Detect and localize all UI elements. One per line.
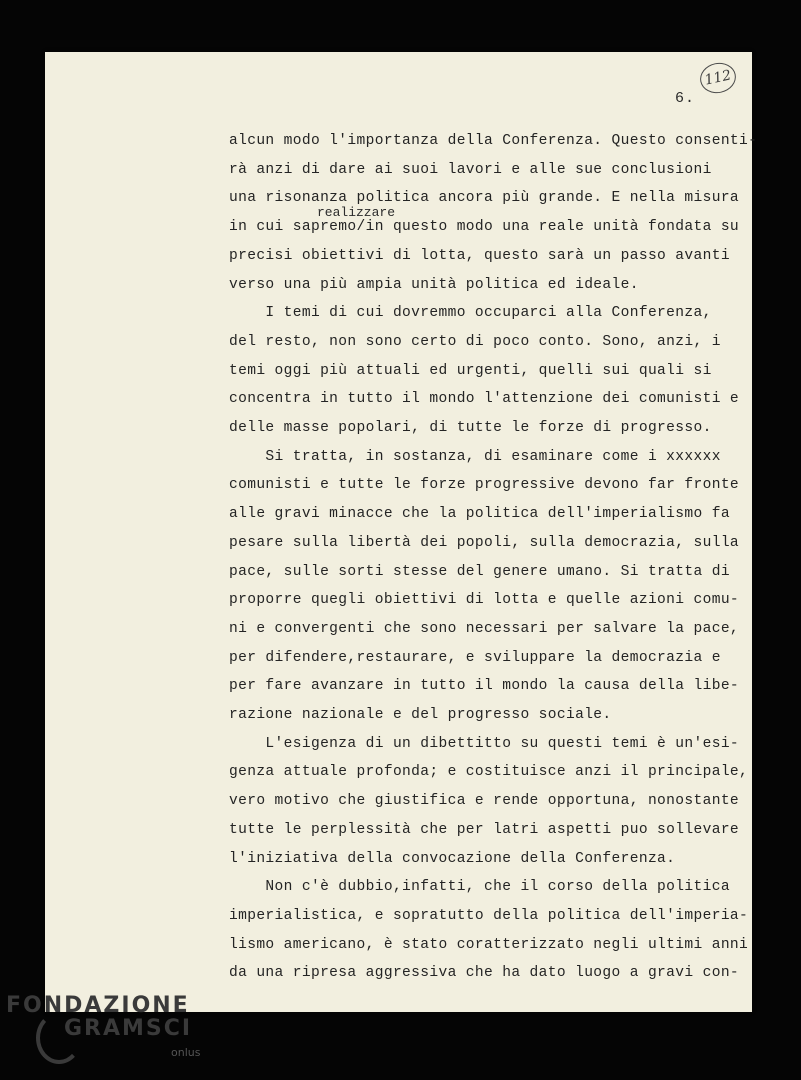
text-line: lismo americano, è stato coratterizzato negli ultimi anni — [229, 936, 749, 953]
text-line: imperialistica, e sopratutto della politica dell'imperia- — [229, 907, 749, 924]
text-line: una risonanza politica ancora più grande. E nella misura — [229, 190, 740, 207]
logo-line1: FONDAZIONE — [6, 993, 190, 1018]
text-line: temi oggi più attuali ed urgenti, quelli sui quali si — [229, 362, 712, 379]
handwritten-insertion: realizzare — [317, 205, 396, 220]
archive-stamp: 112 — [697, 60, 738, 97]
text-line: del resto, non sono certo di poco conto. Sono, anzi, i — [229, 333, 721, 350]
text-line: Si tratta, in sostanza, di esaminare come i xxxxxx — [229, 448, 721, 465]
logo-line2: GRAMSCI — [64, 1016, 193, 1041]
text-line: per fare avanzare in tutto il mondo la causa della libe- — [229, 678, 740, 695]
text-line: in cui sapremo/in questo modo una reale unità fondata su — [229, 219, 740, 236]
text-line: genza attuale profonda; e costituisce anzi il principale, — [229, 764, 749, 781]
text-line: pesare sulla libertà dei popoli, sulla democrazia, sulla — [229, 534, 740, 551]
page-number: 6. — [675, 90, 696, 107]
text-line: per difendere,restaurare, e sviluppare la democrazia e — [229, 649, 721, 666]
text-line: vero motivo che giustifica e rende opportuna, nonostante — [229, 793, 740, 810]
text-line: pace, sulle sorti stesse del genere umano. Si tratta di — [229, 563, 730, 580]
text-line: I temi di cui dovremmo occuparci alla Conferenza, — [229, 305, 712, 322]
logo-onlus: onlus — [171, 1046, 201, 1059]
text-line: concentra in tutto il mondo l'attenzione dei comunisti e — [229, 391, 740, 408]
text-line: da una ripresa aggressiva che ha dato luogo a gravi con- — [229, 965, 740, 982]
text-line: tutte le perplessità che per latri aspetti puo sollevare — [229, 821, 740, 838]
text-line: alcun modo l'importanza della Conferenza. Questo consenti- — [229, 133, 758, 149]
fondazione-gramsci-logo — [6, 993, 201, 1059]
text-line: L'esigenza di un dibettitto su questi temi è un'esi- — [229, 735, 740, 752]
text-line: alle gravi minacce che la politica dell'imperialismo fa — [229, 506, 730, 523]
text-line: razione nazionale e del progresso sociale. — [229, 707, 612, 723]
text-line: comunisti e tutte le forze progressive devono far fronte — [229, 477, 740, 494]
text-line: l'iniziativa della convocazione della Conferenza. — [229, 850, 676, 867]
text-line: Non c'è dubbio,infatti, che il corso della politica — [229, 879, 730, 896]
text-line: verso una più ampia unità politica ed ideale. — [229, 276, 639, 293]
text-line: delle masse popolari, di tutte le forze di progresso. — [229, 420, 712, 436]
text-line: precisi obiettivi di lotta, questo sarà un passo avanti — [229, 247, 730, 264]
text-line: rà anzi di dare ai suoi lavori e alle sue conclusioni — [229, 161, 712, 178]
text-line: proporre quegli obiettivi di lotta e quelle azioni comu- — [229, 592, 740, 609]
text-line: ni e convergenti che sono necessari per salvare la pace, — [229, 620, 740, 637]
